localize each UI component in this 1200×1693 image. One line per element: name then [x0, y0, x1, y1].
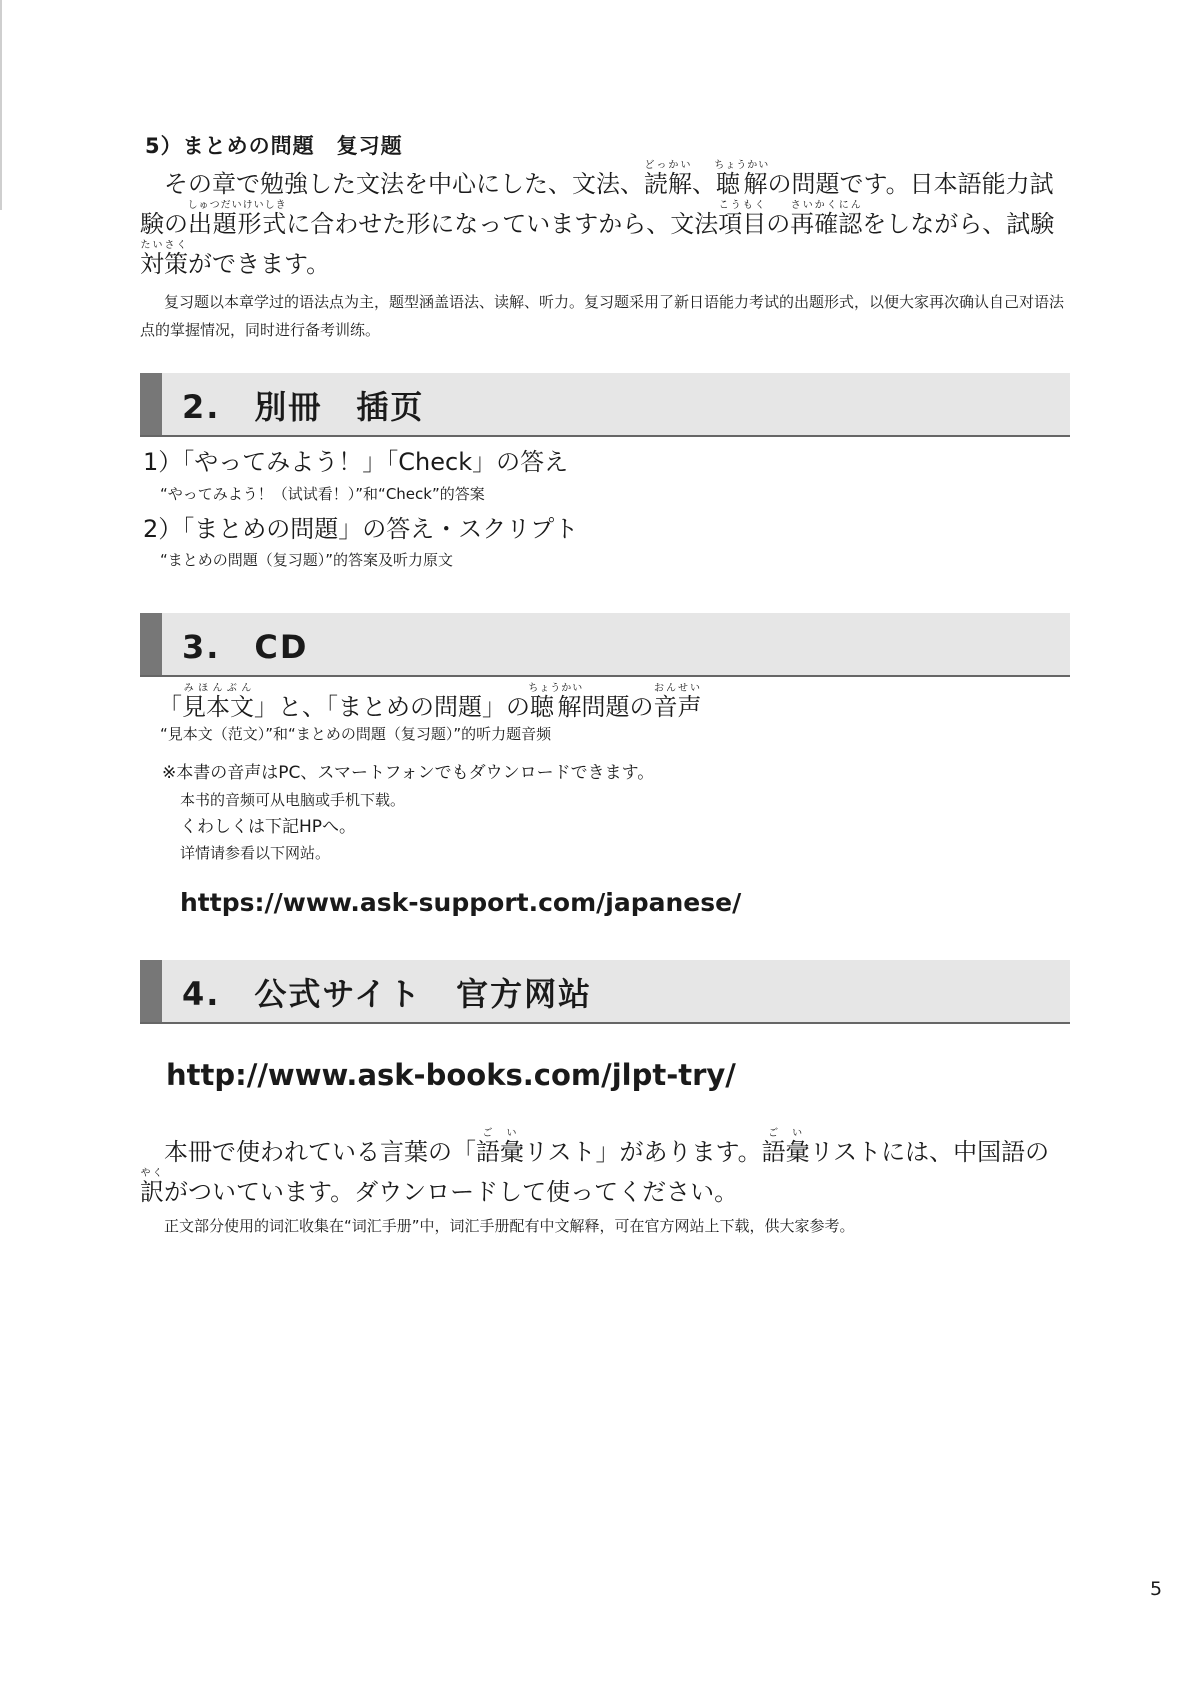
section-2-header	[140, 373, 1070, 437]
section-2-item-2-title: 2）「まとめの問題」の答え・スクリプト	[143, 515, 579, 543]
ruby-reading: おんせい	[653, 683, 702, 694]
text-span: 「	[158, 693, 182, 721]
text-span: その章で勉強した文法を中心にした、文法、	[164, 170, 644, 198]
vocab-paragraph-jp	[140, 1128, 1070, 1212]
ruby-base: 訳	[140, 1178, 164, 1206]
text-span: リスト」があります。	[524, 1138, 762, 1166]
audio-download-jp: ※本書の音声はPC、スマートフォンでもダウンロードできます。	[162, 763, 655, 783]
text-span: ができます。	[188, 250, 331, 278]
review-heading: 5）まとめの問題 复习题	[145, 134, 403, 158]
ruby-dokkai	[644, 160, 692, 198]
vocab-note-cn: 正文部分使用的词汇收集在“词汇手册”中，词汇手册配有中文解释，可在官方网站上下载，供大家参考。	[164, 1217, 855, 1235]
text-span: 、	[692, 170, 716, 198]
review-description	[140, 160, 1070, 344]
ruby-reading: ごい	[761, 1128, 810, 1139]
ruby-taisaku	[140, 240, 188, 278]
text-span: の問題です。日本語能力試験の	[140, 170, 1054, 238]
ruby-base: 出題形式	[187, 210, 287, 238]
ruby-reading: どっかい	[644, 160, 692, 171]
text-span: 」と、「まとめの問題」の	[254, 693, 530, 721]
ruby-reading: たいさく	[140, 240, 188, 251]
ruby-base: 再確認	[790, 210, 863, 238]
ruby-reading: やく	[140, 1168, 164, 1179]
ruby-mihonbun	[182, 683, 254, 721]
ruby-onsei	[653, 683, 702, 721]
ruby-koumoku	[718, 200, 767, 238]
section-2-item-2-note: “まとめの問題（复习题）”的答案及听力原文	[160, 551, 454, 569]
review-paragraph-jp	[140, 160, 1070, 284]
review-note-cn: 复习题以本章学过的语法点为主，题型涵盖语法、读解、听力。复习题采用了新日语能力考试的出题形式，以便大家再次确认自己对语法点的掌握情况，同时进行备考训练。	[140, 293, 1065, 339]
section-2-item-1-title: 1）「やってみよう！」「Check」の答え	[143, 448, 569, 476]
ruby-base: 対策	[140, 250, 188, 278]
ruby-reading: さいかくにん	[790, 200, 863, 211]
ruby-goi-2	[761, 1128, 810, 1166]
details-jp: くわしくは下記HPへ。	[180, 817, 357, 837]
text-span: 問題の	[581, 693, 654, 721]
section-2-item-1-note: “やってみよう！（试试看！）”和“Check”的答案	[160, 485, 485, 503]
ruby-base: 語彙	[761, 1138, 810, 1166]
section-2-title: 2. 別冊 插页	[182, 388, 425, 426]
text-span: リストには、中国語の	[809, 1138, 1050, 1166]
ruby-reading: ごい	[476, 1128, 524, 1139]
ruby-shutsudai	[187, 200, 287, 238]
ruby-base: 見本文	[182, 693, 254, 721]
ruby-reading: ちょうかい	[528, 683, 584, 694]
ruby-reading: こうもく	[718, 200, 767, 211]
ruby-reading: みほんぶん	[182, 683, 254, 694]
text-span: をしながら、試験	[862, 210, 1055, 238]
ruby-base: 聴解	[528, 693, 584, 721]
page-number: 5	[1150, 1578, 1163, 1600]
section-3-title: 3. CD	[182, 628, 309, 666]
ruby-base: 聴解	[714, 170, 770, 198]
vocab-list-description	[140, 1128, 1070, 1240]
text-span: の	[766, 210, 791, 238]
ruby-saikakunin	[790, 200, 863, 238]
cd-description	[158, 683, 702, 726]
section-4-header	[140, 960, 1070, 1024]
section-3-header	[140, 613, 1070, 677]
text-span: に合わせた形になっていますから、文法	[286, 210, 719, 238]
ruby-reading: しゅつだいけいしき	[187, 200, 287, 211]
official-site-url-link[interactable]: http://www.ask-books.com/jlpt-try/	[166, 1058, 736, 1092]
ruby-goi	[476, 1128, 524, 1166]
ruby-base: 音声	[653, 693, 702, 721]
audio-download-cn: 本书的音频可从电脑或手机下载。	[180, 791, 406, 809]
support-url-link[interactable]: https://www.ask-support.com/japanese/	[180, 888, 742, 917]
ruby-choukai-2	[528, 683, 584, 721]
ruby-yaku	[140, 1168, 164, 1206]
text-span: がついています。ダウンロードして使ってください。	[164, 1178, 739, 1206]
details-cn: 详情请参看以下网站。	[180, 844, 331, 862]
text-span: 本冊で使われている言葉の「	[164, 1138, 476, 1166]
ruby-base: 語彙	[476, 1138, 524, 1166]
ruby-reading: ちょうかい	[714, 160, 770, 171]
section-4-title: 4. 公式サイト 官方网站	[182, 975, 593, 1013]
ruby-choukai	[714, 160, 770, 198]
page-edge-line	[0, 0, 2, 210]
ruby-base: 項目	[718, 210, 767, 238]
section-bar	[140, 373, 162, 435]
section-bar	[140, 960, 162, 1022]
ruby-base: 読解	[644, 170, 692, 198]
cd-note: “見本文（范文）”和“まとめの問題（复习题）”的听力题音频	[160, 725, 552, 743]
section-bar	[140, 613, 162, 675]
